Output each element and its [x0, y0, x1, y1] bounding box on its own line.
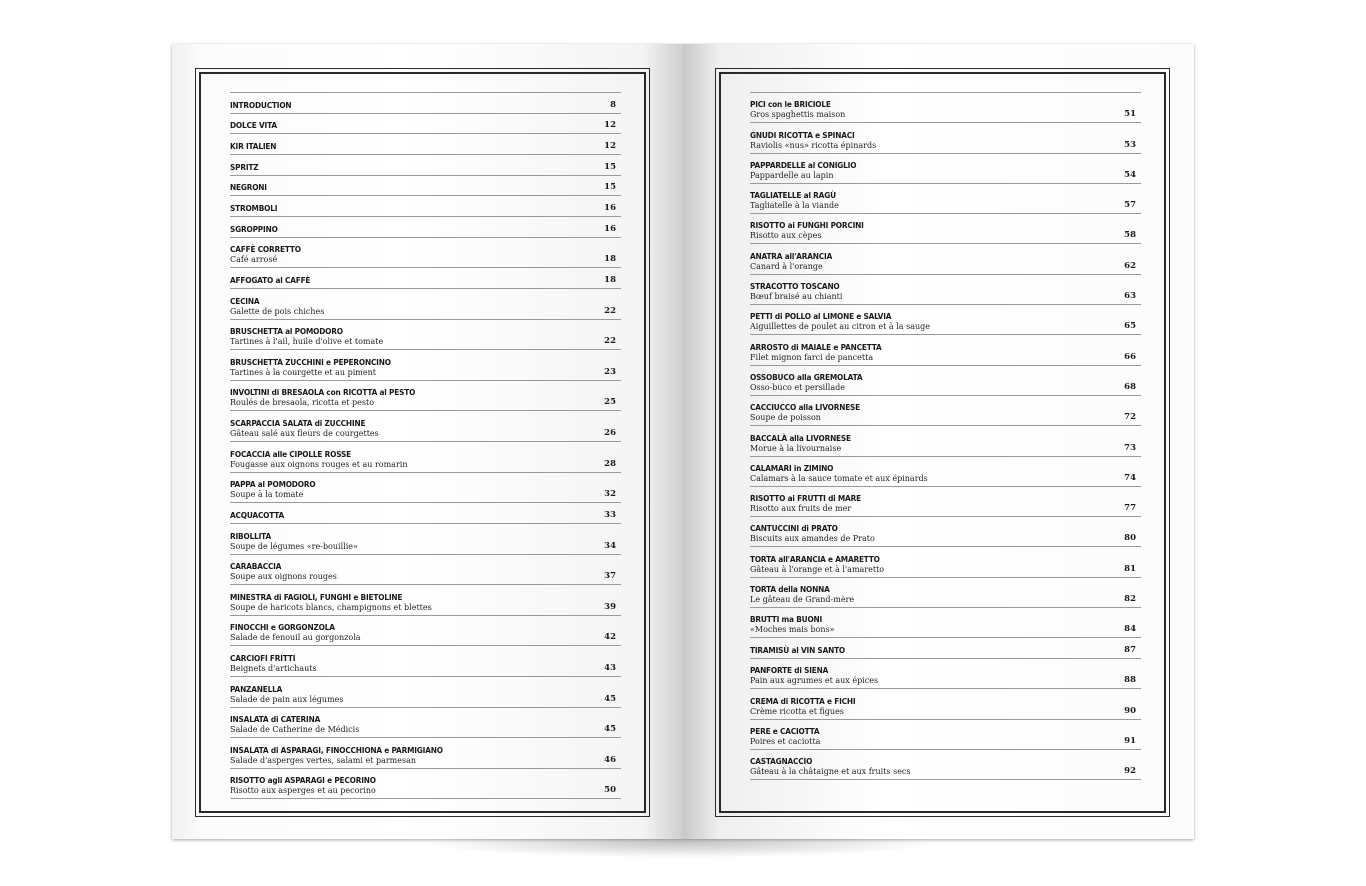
toc-entry-title: ACQUACOTTA	[230, 509, 285, 520]
toc-entry-page-number: 43	[604, 662, 616, 673]
toc-entry-page-number: 87	[1124, 645, 1136, 656]
toc-entry	[230, 350, 621, 381]
left-page	[172, 44, 683, 839]
toc-entry-title: SPRITZ	[230, 161, 259, 172]
toc-entry-page-number: 74	[1124, 472, 1136, 483]
toc-entry-title: CANTUCCINI di PRATO	[750, 523, 838, 534]
toc-entry-subtitle: Soupe de haricots blancs, champignons et blettes	[230, 602, 432, 612]
toc-entry-page-number: 57	[1124, 200, 1136, 211]
toc-entry-subtitle: Salade d'asperges vertes, salami et parmesan	[230, 755, 417, 765]
toc-entry-subtitle: Salade de pain aux légumes	[230, 694, 344, 704]
toc-entry-page-number: 50	[604, 785, 616, 796]
toc-entry-title: STROMBOLI	[230, 203, 278, 214]
toc-entry-page-number: 42	[604, 632, 616, 643]
toc-entry-page-number: 88	[1124, 675, 1136, 686]
toc-entry	[230, 524, 621, 555]
toc-entry	[750, 154, 1141, 184]
toc-entry-page-number: 65	[1124, 321, 1136, 332]
toc-entry	[230, 196, 621, 217]
toc-entry	[750, 517, 1141, 547]
toc-entry-title: RISOTTO ai FUNGHI PORCINI	[750, 220, 864, 231]
toc-entry-title: BRUSCHETTA al POMODORO	[230, 326, 343, 337]
toc-entry	[750, 720, 1141, 750]
toc-entry	[750, 638, 1141, 659]
toc-entry-title: BRUSCHETTA ZUCCHINI e PEPERONCINO	[230, 356, 391, 367]
toc-entry-title: PANFORTE di SIENA	[750, 665, 829, 676]
toc-entry-page-number: 54	[1124, 169, 1136, 180]
toc-entry	[750, 426, 1141, 456]
toc-entry-title: CASTAGNACCIO	[750, 756, 813, 767]
left-page-frame	[195, 68, 650, 817]
toc-entry-page-number: 34	[604, 540, 616, 551]
open-book	[172, 44, 1194, 839]
toc-entry-page-number: 66	[1124, 351, 1136, 362]
toc-entry-subtitle: Canard à l'orange	[750, 261, 823, 271]
toc-entry-page-number: 72	[1124, 412, 1136, 423]
toc-entry-page-number: 33	[604, 509, 616, 520]
toc-entry-title: BRUTTI ma BUONI	[750, 614, 823, 625]
toc-entry	[230, 320, 621, 351]
toc-entry	[230, 381, 621, 412]
toc-entry-title: ARROSTO di MAIALE e PANCETTA	[750, 341, 882, 352]
toc-entry-page-number: 92	[1124, 766, 1136, 777]
toc-entry	[750, 487, 1141, 517]
toc-entry-title: TORTA della NONNA	[750, 584, 830, 595]
toc-entry-page-number: 37	[604, 571, 616, 582]
toc-entry-title: RISOTTO agli ASPARAGI e PECORINO	[230, 775, 376, 786]
toc-entry-page-number: 77	[1124, 503, 1136, 514]
toc-entry	[230, 677, 621, 708]
toc-entry-subtitle: Tagliatelle à la viande	[750, 201, 839, 211]
toc-entry-page-number: 16	[604, 223, 616, 234]
toc-entry-page-number: 16	[604, 203, 616, 214]
toc-entry-subtitle: Soupe à la tomate	[230, 490, 304, 500]
toc-entry-subtitle: Gros spaghettis maison	[750, 110, 846, 120]
toc-entry-subtitle: Le gâteau de Grand-mère	[750, 595, 855, 605]
toc-entry-title: DOLCE VITA	[230, 120, 277, 131]
toc-entry-title: NEGRONI	[230, 182, 267, 193]
toc-entry	[750, 184, 1141, 214]
toc-entry-title: CARCIOFI FRITTI	[230, 652, 296, 663]
toc-entry-title: AFFOGATO al CAFFÈ	[230, 275, 311, 286]
toc-entry-title: INSALATA di CATERINA	[230, 714, 321, 725]
toc-entry-title: CAFFÈ CORRETTO	[230, 244, 301, 255]
toc-entry-page-number: 22	[604, 336, 616, 347]
toc-entry-page-number: 63	[1124, 291, 1136, 302]
toc-entry	[750, 93, 1141, 123]
toc-entry-title: PETTI di POLLO al LIMONE e SALVIA	[750, 311, 892, 322]
toc-entry-subtitle: Risotto aux fruits de mer	[750, 504, 852, 514]
toc-entry-title: KIR ITALIEN	[230, 141, 277, 152]
toc-entry-title: OSSOBUCO alla GREMOLATA	[750, 371, 863, 382]
toc-entry-subtitle: Filet mignon farci de pancetta	[750, 352, 874, 362]
toc-entry-page-number: 91	[1124, 735, 1136, 746]
toc-entry-title: BACCALÀ alla LIVORNESE	[750, 432, 851, 443]
toc-entry-page-number: 82	[1124, 594, 1136, 605]
toc-entry-title: PANZANELLA	[230, 683, 283, 694]
toc-entry-subtitle: Calamars à la sauce tomate et aux épinards	[750, 473, 928, 483]
toc-entry-title: CREMA di RICOTTA e FICHI	[750, 695, 856, 706]
toc-entry-page-number: 39	[604, 601, 616, 612]
toc-entry-subtitle: Osso-buco et persillade	[750, 382, 845, 392]
toc-entry	[750, 275, 1141, 305]
right-page-frame	[715, 68, 1170, 817]
toc-entry-subtitle: Morue à la livournaise	[750, 443, 842, 453]
toc-entry-page-number: 58	[1124, 230, 1136, 241]
toc-entry	[230, 646, 621, 677]
toc-entry-page-number: 73	[1124, 442, 1136, 453]
toc-entry	[230, 217, 621, 238]
toc-entry-page-number: 15	[604, 161, 616, 172]
toc-entry	[750, 608, 1141, 638]
toc-entry-title: SGROPPINO	[230, 223, 278, 234]
toc-entry	[750, 214, 1141, 244]
toc-entry-page-number: 81	[1124, 563, 1136, 574]
toc-entry-title: TAGLIATELLE al RAGÙ	[750, 190, 836, 201]
toc-entry-title: INTRODUCTION	[230, 99, 292, 110]
toc-entry-subtitle: «Moches mais bons»	[750, 625, 835, 635]
toc-entry-subtitle: Pain aux agrumes et aux épices	[750, 676, 879, 686]
toc-entry-subtitle: Fougasse aux oignons rouges et au romarin	[230, 459, 408, 469]
toc-entry-title: RIBOLLITA	[230, 530, 271, 541]
toc-entry-subtitle: Gâteau à l'orange et à l'amaretto	[750, 564, 885, 574]
right-page	[683, 44, 1194, 839]
toc-entry-subtitle: Café arrosé	[230, 255, 278, 265]
toc-entry-page-number: 12	[604, 141, 616, 152]
toc-entry-title: CECINA	[230, 295, 260, 306]
toc-entry-title: STRACOTTO TOSCANO	[750, 281, 840, 292]
toc-entry-subtitle: Risotto aux asperges et au pecorino	[230, 786, 376, 796]
toc-entry-page-number: 51	[1124, 109, 1136, 120]
toc-entry-subtitle: Poires et caciotta	[750, 736, 821, 746]
toc-entry-subtitle: Galette de pois chiches	[230, 306, 325, 316]
toc-entry-page-number: 25	[604, 397, 616, 408]
toc-entry-title: RISOTTO ai FRUTTI di MARE	[750, 493, 861, 504]
toc-entry	[750, 547, 1141, 577]
toc-entry-page-number: 28	[604, 458, 616, 469]
toc-entry-title: ANATRA all'ARANCIA	[750, 250, 833, 261]
toc-entry-page-number: 12	[604, 120, 616, 131]
toc-entry-subtitle: Tartines à l'ail, huile d'olive et tomate	[230, 337, 384, 347]
toc-entry-subtitle: Beignets d'artichauts	[230, 663, 317, 673]
toc-entry	[230, 585, 621, 616]
toc-entry	[230, 708, 621, 739]
toc-entry-subtitle: Soupe de poisson	[750, 413, 821, 423]
toc-entry-page-number: 46	[604, 754, 616, 765]
toc-entry-subtitle: Gâteau salé aux fleurs de courgettes	[230, 429, 379, 439]
toc-entry	[750, 366, 1141, 396]
toc-entry-title: PAPPARDELLE al CONIGLIO	[750, 159, 857, 170]
toc-entry-subtitle: Roulés de bresaola, ricotta et pesto	[230, 398, 375, 408]
toc-entry	[750, 244, 1141, 274]
toc-entry-title: PICI con le BRICIOLE	[750, 99, 831, 110]
toc-entry-subtitle: Crème ricotta et figues	[750, 706, 844, 716]
toc-entry-subtitle: Gâteau à la châtaigne et aux fruits secs	[750, 767, 911, 777]
toc-entry	[230, 738, 621, 769]
toc-entry-subtitle: Salade de Catherine de Médicis	[230, 725, 360, 735]
toc-entry-title: SCARPACCIA SALATA di ZUCCHINE	[230, 418, 366, 429]
toc-entry-title: TORTA all'ARANCIA e AMARETTO	[750, 553, 880, 564]
toc-entry-subtitle: Risotto aux cèpes	[750, 231, 822, 241]
toc-entry-subtitle: Soupe de légumes «re-bouillie»	[230, 541, 358, 551]
toc-entry-page-number: 45	[604, 724, 616, 735]
toc-entry-subtitle: Bœuf braisé au chianti	[750, 292, 843, 302]
toc-entry-page-number: 18	[604, 254, 616, 265]
toc-entry	[230, 769, 621, 800]
toc-entry-title: INVOLTINI di BRESAOLA con RICOTTA al PESTO	[230, 387, 416, 398]
toc-entry	[750, 689, 1141, 719]
toc-entry-subtitle: Tartines à la courgette et au piment	[230, 367, 376, 377]
toc-entry-page-number: 80	[1124, 533, 1136, 544]
toc-entry-title: CALAMARI in ZIMINO	[750, 462, 834, 473]
toc-entry	[230, 555, 621, 586]
toc-entry	[750, 335, 1141, 365]
toc-entry-page-number: 8	[610, 99, 616, 110]
toc-entry-title: PAPPA al POMODORO	[230, 479, 316, 490]
toc-entry-title: INSALATA di ASPARAGI, FINOCCHIONA e PARMIGIANO	[230, 744, 443, 755]
toc-entry-title: CACCIUCCO alla LIVORNESE	[750, 402, 861, 413]
toc-entry	[230, 442, 621, 473]
toc-entry-title: GNUDI RICOTTA e SPINACI	[750, 129, 855, 140]
toc-entry	[230, 473, 621, 504]
toc-entry-title: PERE e CACIOTTA	[750, 725, 820, 736]
toc-entry	[750, 578, 1141, 608]
toc-entry	[750, 659, 1141, 689]
toc-entry-title: TIRAMISÙ al VIN SANTO	[750, 645, 846, 656]
toc-entry-page-number: 45	[604, 693, 616, 704]
toc-right	[750, 92, 1141, 780]
toc-entry-page-number: 26	[604, 428, 616, 439]
toc-entry-subtitle: Raviolis «nus» ricotta épinards	[750, 140, 877, 150]
toc-entry-title: FINOCCHI e GORGONZOLA	[230, 622, 335, 633]
toc-entry-page-number: 62	[1124, 260, 1136, 271]
toc-entry-page-number: 18	[604, 275, 616, 286]
toc-entry	[230, 176, 621, 197]
toc-entry-page-number: 22	[604, 305, 616, 316]
toc-entry	[230, 616, 621, 647]
toc-entry-subtitle: Soupe aux oignons rouges	[230, 572, 337, 582]
toc-entry	[230, 268, 621, 289]
toc-entry	[750, 396, 1141, 426]
toc-entry	[230, 289, 621, 320]
toc-entry-page-number: 15	[604, 182, 616, 193]
toc-entry-title: MINESTRA di FAGIOLI, FUNGHI e BIETOLINE	[230, 591, 403, 602]
toc-entry-page-number: 53	[1124, 139, 1136, 150]
toc-entry	[230, 411, 621, 442]
toc-entry-page-number: 32	[604, 489, 616, 500]
toc-entry	[230, 503, 621, 524]
toc-entry-page-number: 84	[1124, 624, 1136, 635]
toc-entry-subtitle: Biscuits aux amandes de Prato	[750, 534, 875, 544]
toc-entry	[750, 123, 1141, 153]
toc-entry	[750, 457, 1141, 487]
toc-entry-subtitle: Aiguillettes de poulet au citron et à la sauge	[750, 322, 930, 332]
toc-entry-page-number: 90	[1124, 705, 1136, 716]
toc-entry-subtitle: Pappardelle au lapin	[750, 170, 834, 180]
toc-entry	[230, 134, 621, 155]
toc-entry-title: FOCACCIA alle CIPOLLE ROSSE	[230, 448, 352, 459]
toc-entry	[750, 305, 1141, 335]
toc-left	[230, 92, 621, 799]
toc-entry	[230, 238, 621, 269]
toc-entry	[750, 750, 1141, 780]
toc-entry	[230, 155, 621, 176]
toc-entry	[230, 93, 621, 114]
toc-entry-page-number: 68	[1124, 381, 1136, 392]
toc-entry	[230, 114, 621, 135]
toc-entry-subtitle: Salade de fenouil au gorgonzola	[230, 633, 361, 643]
toc-entry-page-number: 23	[604, 366, 616, 377]
toc-entry-title: CARABACCIA	[230, 561, 282, 572]
